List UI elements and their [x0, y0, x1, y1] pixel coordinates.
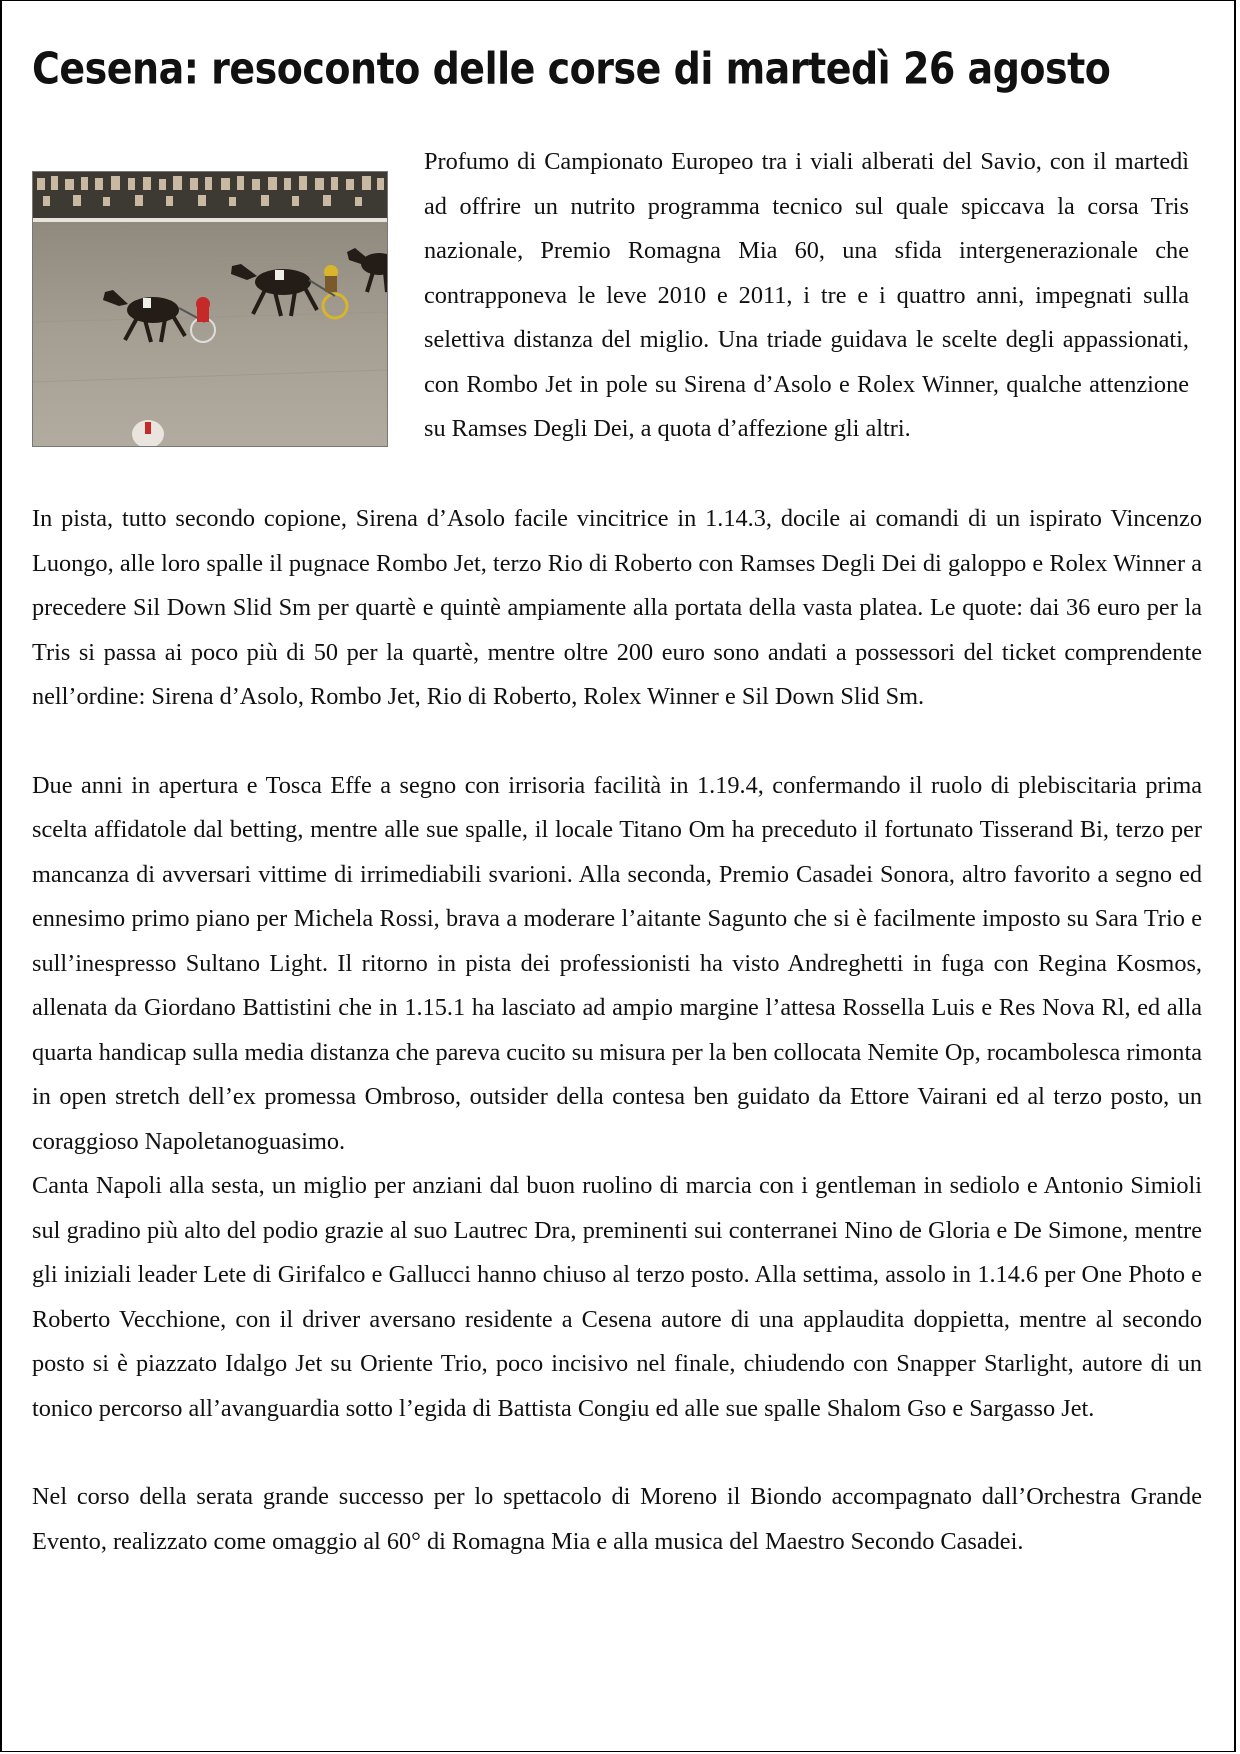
race-photo-illustration: [33, 172, 387, 446]
paragraph-3: Due anni in apertura e Tosca Effe a segno con irrisoria facilità in 1.19.4, confermando il ruolo di plebiscitaria prima scelta affidatole dal betting, mentre alle sue spalle, il locale Titano Om ha preceduto il fortunato Tisserand Bi, terzo per mancanza di avversari vittime di irrimediabili svarioni. Alla seconda, Premio Casadei Sonora, altro favorito a segno ed ennesimo primo piano per Michela Rossi, brava a moderare l’aitante Sagunto che si è facilmente imposto su Sara Trio e sull’inespresso Sultano Light. Il ritorno in pista dei professionisti ha visto Andreghetti in fuga con Regina Kosmos, allenata da Giordano Battistini che in 1.15.1 ha lasciato ad ampio margine l’attesa Rossella Luis e Res Nova Rl, ed alla quarta handicap sulla media distanza che pareva cucito su misura per la ben collocata Nemite Op, rocambolesca rimonta in open stretch dell’ex promessa Ombroso, outsider della contesa ben guidato da Ettore Vairani ed al terzo posto, un coraggioso Napoletanoguasimo.: [32, 771, 1202, 1155]
paragraph-2: In pista, tutto secondo copione, Sirena d’Asolo facile vincitrice in 1.14.3, docile ai comandi di un ispirato Vincenzo Luongo, alle loro spalle il pugnace Rombo Jet, terzo Rio di Roberto con Ramses Degli Dei di galoppo e Rolex Winner a precedere Sil Down Slid Sm per quartè e quintè ampiamente alla portata della vasta platea. Le quote: dai 36 euro per la Tris si passa ai poco più di 50 per la quartè, mentre oltre 200 euro sono andati a possessori del ticket comprendente nell’ordine: Sirena d’Asolo, Rombo Jet, Rio di Roberto, Rolex Winner e Sil Down Slid Sm.: [32, 505, 1202, 710]
rail: [33, 218, 387, 222]
track: [33, 222, 387, 446]
article-title: Cesena: resoconto delle corse di martedì 26 agosto: [32, 43, 1111, 94]
paragraph-5: Nel corso della serata grande successo per lo spettacolo di Moreno il Biondo accompagnato dall’Orchestra Grande Evento, realizzato come omaggio al 60° di Romagna Mia e alla musica del Maestro Secondo Casadei.: [32, 1483, 1202, 1555]
article-body: [32, 497, 1202, 1564]
intro-paragraph: Profumo di Campionato Europeo tra i viali alberati del Savio, con il martedì ad offrire un nutrito programma tecnico sul quale spiccava la corsa Tris nazionale, Premio Romagna Mia 60, una sfida intergenerazionale che contrapponeva le leve 2010 e 2011, i tre e i quattro anni, impegnati sulla selettiva distanza del miglio. Una triade guidava le scelte degli appassionati, con Rombo Jet in pole su Sirena d’Asolo e Rolex Winner, qualche attenzione su Ramses Degli Dei, a quota d’affezione gli altri.: [424, 148, 1189, 442]
paragraph-4: Canta Napoli alla sesta, un miglio per anziani dal buon ruolino di marcia con i gentleman in sediolo e Antonio Simioli sul gradino più alto del podio grazie al suo Lautrec Dra, preminenti sui conterranei Nino de Gloria e De Simone, mentre gli iniziali leader Lete di Girifalco e Gallucci hanno chiuso al terzo posto. Alla settima, assolo in 1.14.6 per One Photo e Roberto Vecchione, con il driver aversano residente a Cesena autore di una applaudita doppietta, mentre al secondo posto si è piazzato Idalgo Jet su Oriente Trio, poco incisivo nel finale, chiudendo con Snapper Starlight, autore di un tonico percorso all’avanguardia sotto l’egida di Battista Congiu ed alle sue spalle Shalom Gso e Sargasso Jet.: [32, 1172, 1202, 1422]
harness-racing-photo: [32, 171, 388, 447]
